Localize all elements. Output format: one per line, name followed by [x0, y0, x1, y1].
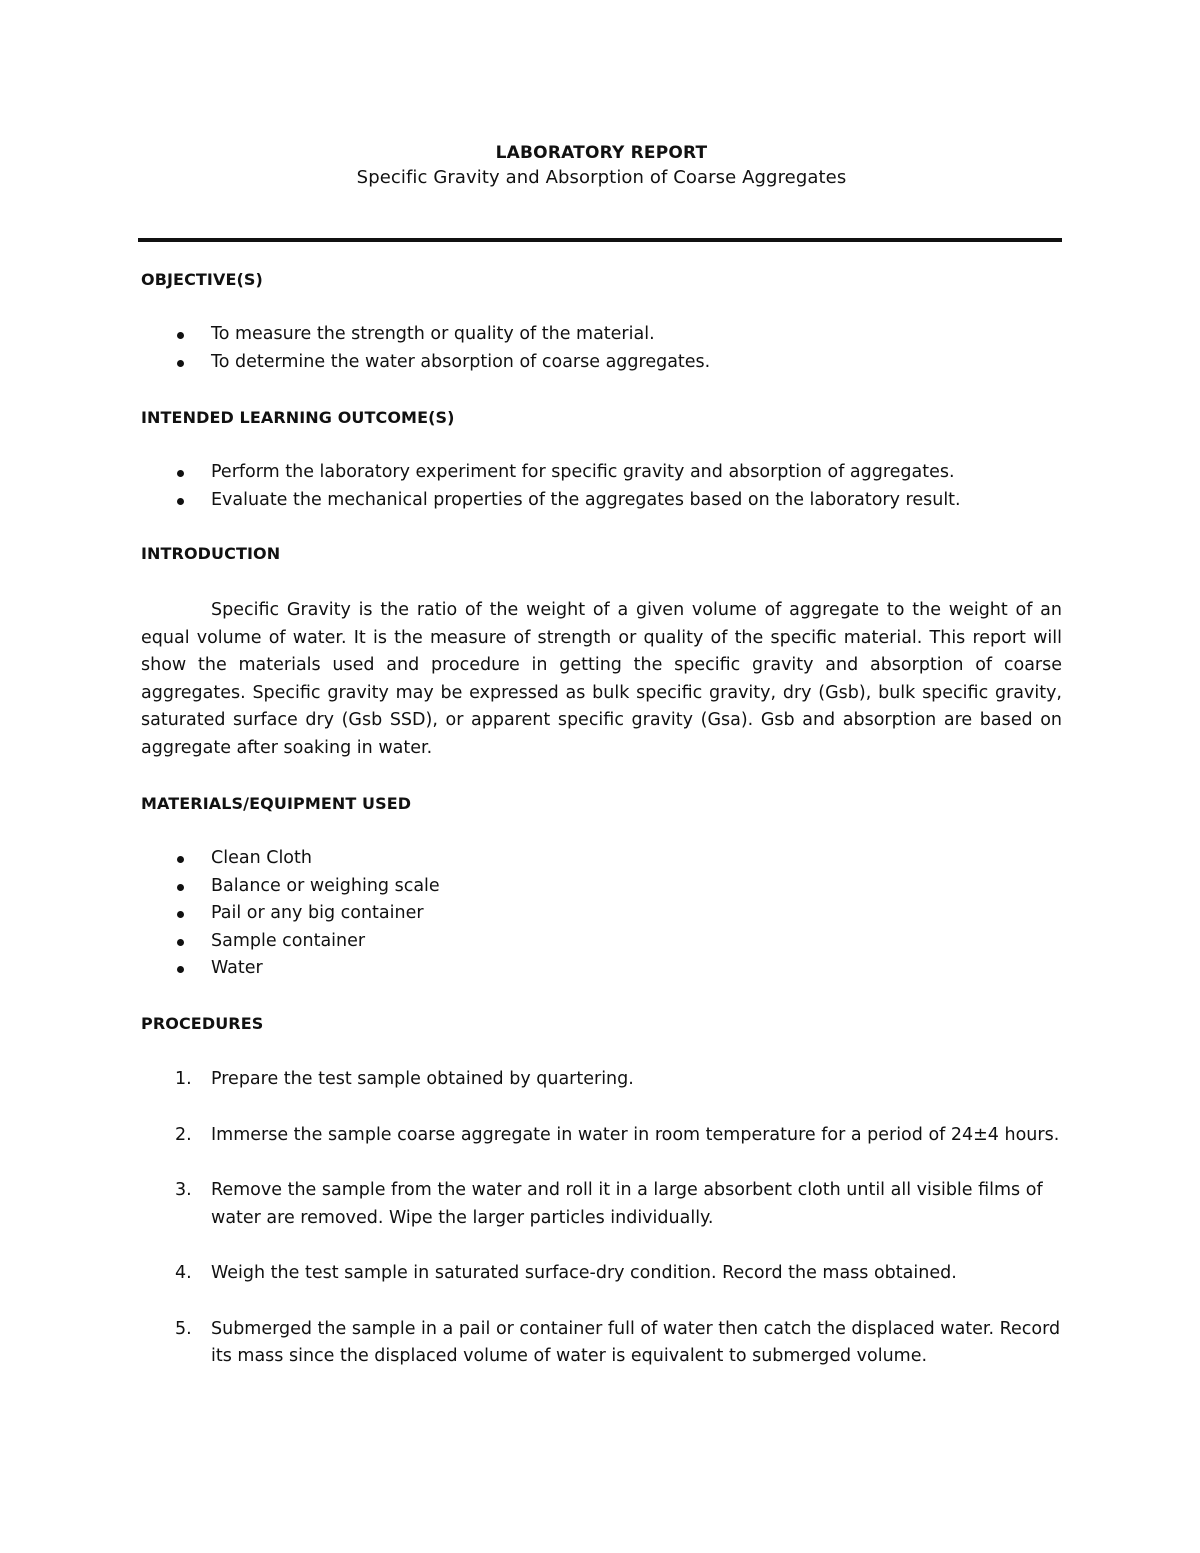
list-item: Water — [141, 955, 1062, 983]
bullet-icon — [177, 498, 184, 505]
step-number: 2. — [175, 1124, 192, 1145]
bullet-icon — [177, 884, 184, 891]
list-item: Evaluate the mechanical properties of the aggregates based on the laboratory result. — [141, 487, 1062, 515]
outcomes-heading: INTENDED LEARNING OUTCOME(S) — [141, 408, 455, 427]
list-item — [141, 1316, 1062, 1371]
list-item — [141, 1260, 1062, 1288]
introduction-paragraph: Specific Gravity is the ratio of the weight of a given volume of aggregate to the weight of an equal volume of water. It is the measure of strength or quality of the specific material. This report will show the materials used and procedure in getting the specific gravity and absorption of coarse aggregates. Specific gravity may be expressed as bulk specific gravity, dry (Gsb), bulk specific gravity, saturated surface dry (Gsb SSD), or apparent specific gravity (Gsa). Gsb and absorption are based on aggregate after soaking in water. — [141, 600, 1062, 758]
list-item — [141, 1122, 1062, 1150]
introduction-heading: INTRODUCTION — [141, 544, 281, 563]
step-text: Weigh the test sample in saturated surface-dry condition. Record the mass obtained. — [211, 1263, 957, 1283]
report-subtitle: Specific Gravity and Absorption of Coarse Aggregates — [356, 167, 847, 188]
bullet-icon — [177, 966, 184, 973]
bullet-icon — [177, 360, 184, 367]
list-item: To measure the strength or quality of the material. — [141, 321, 1062, 349]
list-item: Pail or any big container — [141, 900, 1062, 928]
objectives-list — [141, 321, 1062, 376]
step-number: 5. — [175, 1318, 192, 1339]
list-item — [141, 1177, 1062, 1232]
title-divider — [138, 238, 1062, 242]
list-item — [141, 1066, 1062, 1094]
outcomes-list — [141, 459, 1062, 514]
bullet-icon — [177, 470, 184, 477]
bullet-icon — [177, 911, 184, 918]
materials-list — [141, 845, 1062, 983]
materials-heading: MATERIALS/EQUIPMENT USED — [141, 794, 412, 813]
list-item: Clean Cloth — [141, 845, 1062, 873]
step-number: 4. — [175, 1263, 192, 1283]
step-number: 3. — [175, 1180, 192, 1200]
step-number: 1. — [175, 1069, 192, 1089]
step-text: Submerged the sample in a pail or container full of water then catch the displaced water. Record its mass since the displaced volume of water is equivalent to submerged volume. — [211, 1318, 1061, 1366]
list-item: Balance or weighing scale — [141, 873, 1062, 901]
bullet-icon — [177, 939, 184, 946]
report-title: LABORATORY REPORT — [495, 143, 708, 163]
list-item: Sample container — [141, 928, 1062, 956]
objectives-heading: OBJECTIVE(S) — [141, 270, 263, 289]
step-text: Immerse the sample coarse aggregate in water in room temperature for a period of 24±4 hours. — [211, 1124, 1060, 1145]
step-text: Remove the sample from the water and roll it in a large absorbent cloth until all visible films of water are removed. Wipe the larger particles individually. — [211, 1180, 1043, 1228]
bullet-icon — [177, 856, 184, 863]
list-item: To determine the water absorption of coarse aggregates. — [141, 349, 1062, 377]
procedures-list — [141, 1066, 1062, 1371]
list-item: Perform the laboratory experiment for specific gravity and absorption of aggregates. — [141, 459, 1062, 487]
step-text: Prepare the test sample obtained by quartering. — [211, 1069, 634, 1089]
bullet-icon — [177, 332, 184, 339]
procedures-heading: PROCEDURES — [141, 1014, 264, 1033]
